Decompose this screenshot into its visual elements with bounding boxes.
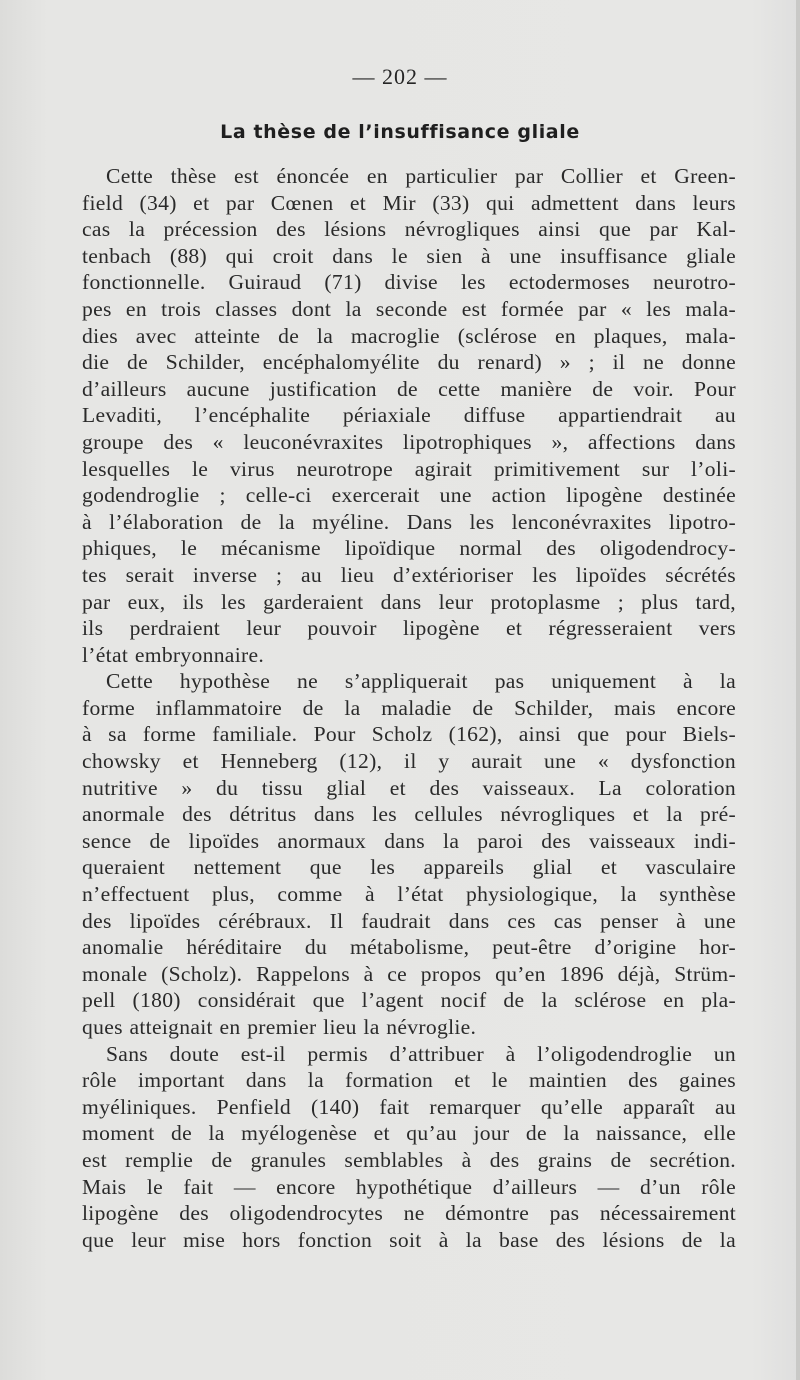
text-line: moment de la myélogenèse et qu’au jour de la naissance, elle (82, 1121, 736, 1146)
text-line: à l’élaboration de la myéline. Dans les lenconévraxites lipotro- (82, 509, 736, 534)
text-line: die de Schilder, encéphalomyélite du renard) » ; il ne donne (82, 350, 736, 375)
text-line: ils perdraient leur pouvoir lipogène et régresseraient vers (82, 616, 736, 641)
text-line: ques atteignait en premier lieu la névroglie. (82, 1015, 477, 1039)
text-line: l’état embryonnaire. (82, 642, 265, 667)
text-line: Cette thèse est énoncée en particulier par Collier et Green- (106, 164, 736, 188)
text-line: tes serait inverse ; au lieu d’extérioriser les lipoïdes sécrétés (82, 562, 736, 587)
text-line: Sans doute est-il permis d’attribuer à l’oligodendroglie un (106, 1041, 736, 1066)
text-line: à sa forme familiale. Pour Scholz (162), ainsi que pour Biels- (82, 722, 736, 747)
text-line: que leur mise hors fonction soit à la base des lésions de la (82, 1227, 736, 1252)
text-line: des lipoïdes cérébraux. Il faudrait dans ces cas penser à une (82, 908, 736, 933)
text-line: dies avec atteinte de la macroglie (sclérose en plaques, mala- (82, 323, 736, 348)
text-line: field (34) et par Cœnen et Mir (33) qui admettent dans leurs (82, 190, 736, 215)
text-line: Mais le fait — encore hypothétique d’ailleurs — d’un rôle (82, 1174, 736, 1199)
body-text (82, 163, 736, 1253)
text-line: phiques, le mécanisme lipoïdique normal des oligodendrocy- (82, 536, 736, 561)
page-number: — 202 — (352, 64, 448, 89)
text-line: godendroglie ; celle-ci exercerait une action lipogène destinée (82, 483, 736, 508)
text-line: nutritive » du tissu glial et des vaisseaux. La coloration (82, 775, 736, 800)
text-line: groupe des « leuconévraxites lipotrophiques », affections dans (82, 429, 736, 454)
section-heading: La thèse de l’insuffisance gliale (220, 121, 580, 143)
text-line: anomalie héréditaire du métabolisme, peut-être d’origine hor- (82, 935, 736, 960)
text-line: tenbach (88) qui croit dans le sien à une insuffisance gliale (82, 243, 736, 268)
text-line: par eux, ils les garderaient dans leur protoplasme ; plus tard, (82, 589, 736, 614)
text-line: cas la précession des lésions névrogliques ainsi que par Kal- (82, 217, 736, 242)
text-line: rôle important dans la formation et le maintien des gaines (82, 1068, 736, 1093)
text-line: monale (Scholz). Rappelons à ce propos qu’en 1896 déjà, Strüm- (82, 961, 736, 986)
text-line: sence de lipoïdes anormaux dans la paroi des vaisseaux indi- (82, 828, 736, 853)
text-line: lesquelles le virus neurotrope agirait primitivement sur l’oli- (82, 456, 736, 481)
text-line: forme inflammatoire de la maladie de Schilder, mais encore (82, 695, 736, 720)
text-line: fonctionnelle. Guiraud (71) divise les ectodermoses neurotro- (82, 270, 736, 295)
text-line: pes en trois classes dont la seconde est formée par « les mala- (82, 296, 736, 321)
text-line: est remplie de granules semblables à des grains de secrétion. (82, 1147, 736, 1172)
text-line: chowsky et Henneberg (12), il y aurait une « dysfonction (82, 749, 736, 774)
text-line: Levaditi, l’encéphalite périaxiale diffuse appartiendrait au (82, 403, 736, 428)
text-line: anormale des détritus dans les cellules névrogliques et la pré- (82, 802, 736, 827)
text-line: pell (180) considérait que l’agent nocif de la sclérose en pla- (82, 988, 736, 1013)
page-edge (796, 0, 800, 1380)
text-line: d’ailleurs aucune justification de cette manière de voir. Pour (82, 376, 736, 401)
text-line: n’effectuent plus, comme à l’état physiologique, la synthèse (82, 882, 736, 907)
text-line: Cette hypothèse ne s’appliquerait pas uniquement à la (106, 669, 736, 694)
text-line: lipogène des oligodendrocytes ne démontre pas nécessairement (82, 1201, 736, 1226)
text-line: queraient nettement que les appareils glial et vasculaire (82, 855, 736, 880)
text-line: myéliniques. Penfield (140) fait remarquer qu’elle apparaît au (82, 1094, 736, 1119)
